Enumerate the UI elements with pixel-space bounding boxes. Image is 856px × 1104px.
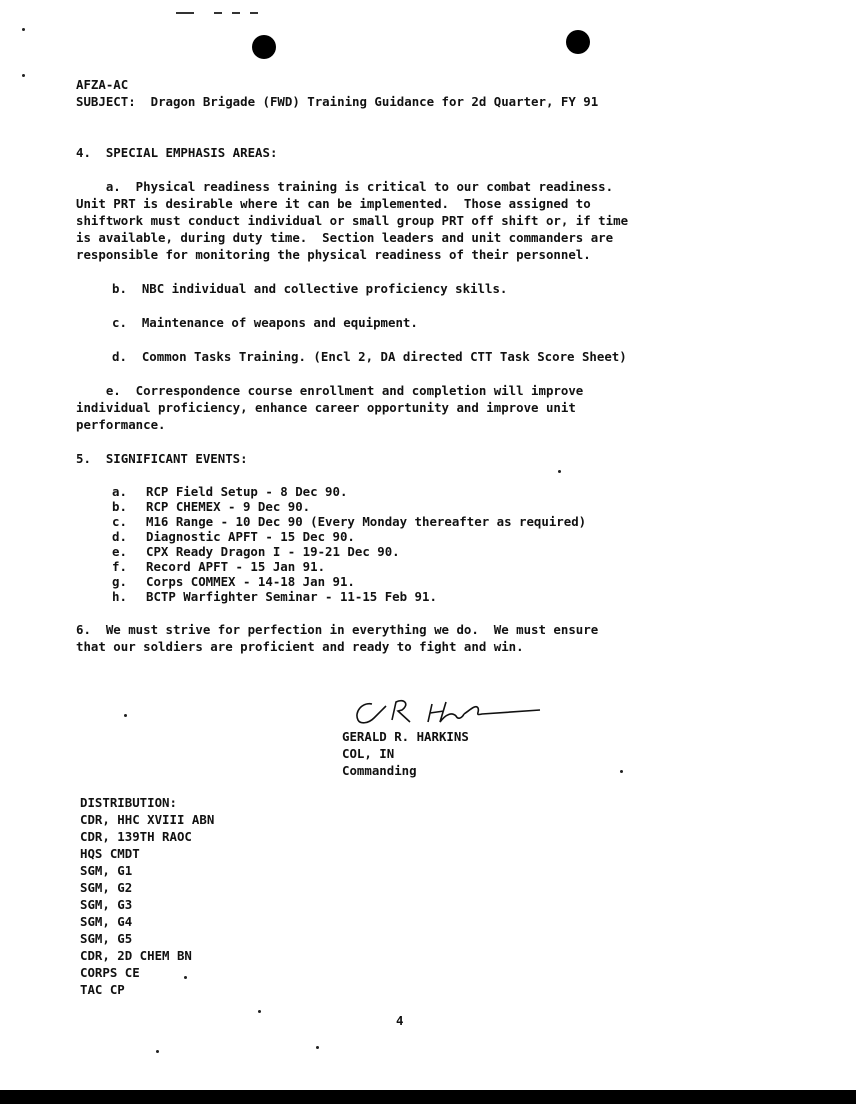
- section-4-heading: 4. SPECIAL EMPHASIS AREAS:: [76, 145, 278, 160]
- distribution-item: HQS CMDT: [80, 846, 140, 861]
- scan-mark: [176, 12, 194, 14]
- para-c: c. Maintenance of weapons and equipment.: [112, 315, 418, 330]
- signer-title: Commanding: [342, 763, 417, 778]
- distribution-item: SGM, G5: [80, 931, 133, 946]
- scan-speck: [156, 1050, 159, 1053]
- distribution-item: CORPS CE: [80, 965, 140, 980]
- event-letter: f.: [112, 559, 127, 574]
- event-text: BCTP Warfighter Seminar - 11-15 Feb 91.: [146, 589, 437, 604]
- para-e-line: e. Correspondence course enrollment and completion will improve: [76, 383, 584, 398]
- distribution-item: CDR, HHC XVIII ABN: [80, 812, 215, 827]
- events-list: [76, 484, 716, 604]
- page-number: 4: [396, 1013, 404, 1028]
- event-text: RCP CHEMEX - 9 Dec 90.: [146, 499, 311, 514]
- event-letter: h.: [112, 589, 127, 604]
- scan-speck: [22, 74, 25, 77]
- event-text: CPX Ready Dragon I - 19-21 Dec 90.: [146, 544, 400, 559]
- signer-rank: COL, IN: [342, 746, 395, 761]
- event-item: [112, 514, 716, 529]
- event-text: Diagnostic APFT - 15 Dec 90.: [146, 529, 355, 544]
- distribution-heading: DISTRIBUTION:: [80, 795, 177, 810]
- event-item: [112, 544, 716, 559]
- distribution-item: SGM, G1: [80, 863, 133, 878]
- para-a-line: Unit PRT is desirable where it can be implemented. Those assigned to: [76, 196, 591, 211]
- event-item: [112, 529, 716, 544]
- letter-body: [76, 76, 716, 655]
- distribution-item: SGM, G2: [80, 880, 133, 895]
- para-a-line: is available, during duty time. Section leaders and unit commanders are: [76, 230, 614, 245]
- event-item: [112, 484, 716, 499]
- scan-speck: [184, 976, 187, 979]
- distribution-item: TAC CP: [80, 982, 125, 997]
- para-d: d. Common Tasks Training. (Encl 2, DA directed CTT Task Score Sheet): [112, 349, 627, 364]
- event-text: M16 Range - 10 Dec 90 (Every Monday thereafter as required): [146, 514, 587, 529]
- para-e-line: performance.: [76, 417, 166, 432]
- para-a-line: shiftwork must conduct individual or small group PRT off shift or, if time: [76, 213, 629, 228]
- distribution-item: SGM, G4: [80, 914, 133, 929]
- distribution-item: CDR, 2D CHEM BN: [80, 948, 192, 963]
- punch-hole-right: [566, 30, 590, 54]
- distribution-item: SGM, G3: [80, 897, 133, 912]
- scan-mark: [250, 12, 258, 14]
- scan-speck: [620, 770, 623, 773]
- event-text: Record APFT - 15 Jan 91.: [146, 559, 326, 574]
- subject-label: SUBJECT:: [76, 94, 136, 109]
- para-b: b. NBC individual and collective proficiency skills.: [112, 281, 508, 296]
- scan-speck: [316, 1046, 319, 1049]
- scan-speck: [258, 1010, 261, 1013]
- event-item: [112, 574, 716, 589]
- scan-speck: [22, 28, 25, 31]
- scan-speck: [124, 714, 127, 717]
- event-item: [112, 499, 716, 514]
- punch-hole-left: [252, 35, 276, 59]
- signer-name: GERALD R. HARKINS: [342, 729, 469, 744]
- event-text: Corps COMMEX - 14-18 Jan 91.: [146, 574, 355, 589]
- handwritten-signature: [352, 696, 542, 730]
- event-letter: a.: [112, 484, 127, 499]
- office-symbol: AFZA-AC: [76, 77, 129, 92]
- section-5-heading: 5. SIGNIFICANT EVENTS:: [76, 451, 248, 466]
- para-a-line: responsible for monitoring the physical readiness of their personnel.: [76, 247, 591, 262]
- scan-mark: [232, 12, 240, 14]
- para-e-line: individual proficiency, enhance career opportunity and improve unit: [76, 400, 576, 415]
- event-item: [112, 559, 716, 574]
- scan-mark: [214, 12, 222, 14]
- subject-line: [76, 93, 716, 110]
- section-6-line: that our soldiers are proficient and ready to fight and win.: [76, 639, 524, 654]
- para-a-line: a. Physical readiness training is critical to our combat readiness.: [76, 179, 614, 194]
- event-letter: e.: [112, 544, 127, 559]
- event-letter: b.: [112, 499, 127, 514]
- event-text: RCP Field Setup - 8 Dec 90.: [146, 484, 348, 499]
- event-item: [112, 589, 716, 604]
- distribution-item: CDR, 139TH RAOC: [80, 829, 192, 844]
- event-letter: c.: [112, 514, 127, 529]
- subject-text: Dragon Brigade (FWD) Training Guidance for 2d Quarter, FY 91: [150, 94, 599, 109]
- event-letter: d.: [112, 529, 127, 544]
- event-letter: g.: [112, 574, 127, 589]
- scan-bottom-edge: [0, 1090, 856, 1104]
- section-6-line: 6. We must strive for perfection in everything we do. We must ensure: [76, 622, 599, 637]
